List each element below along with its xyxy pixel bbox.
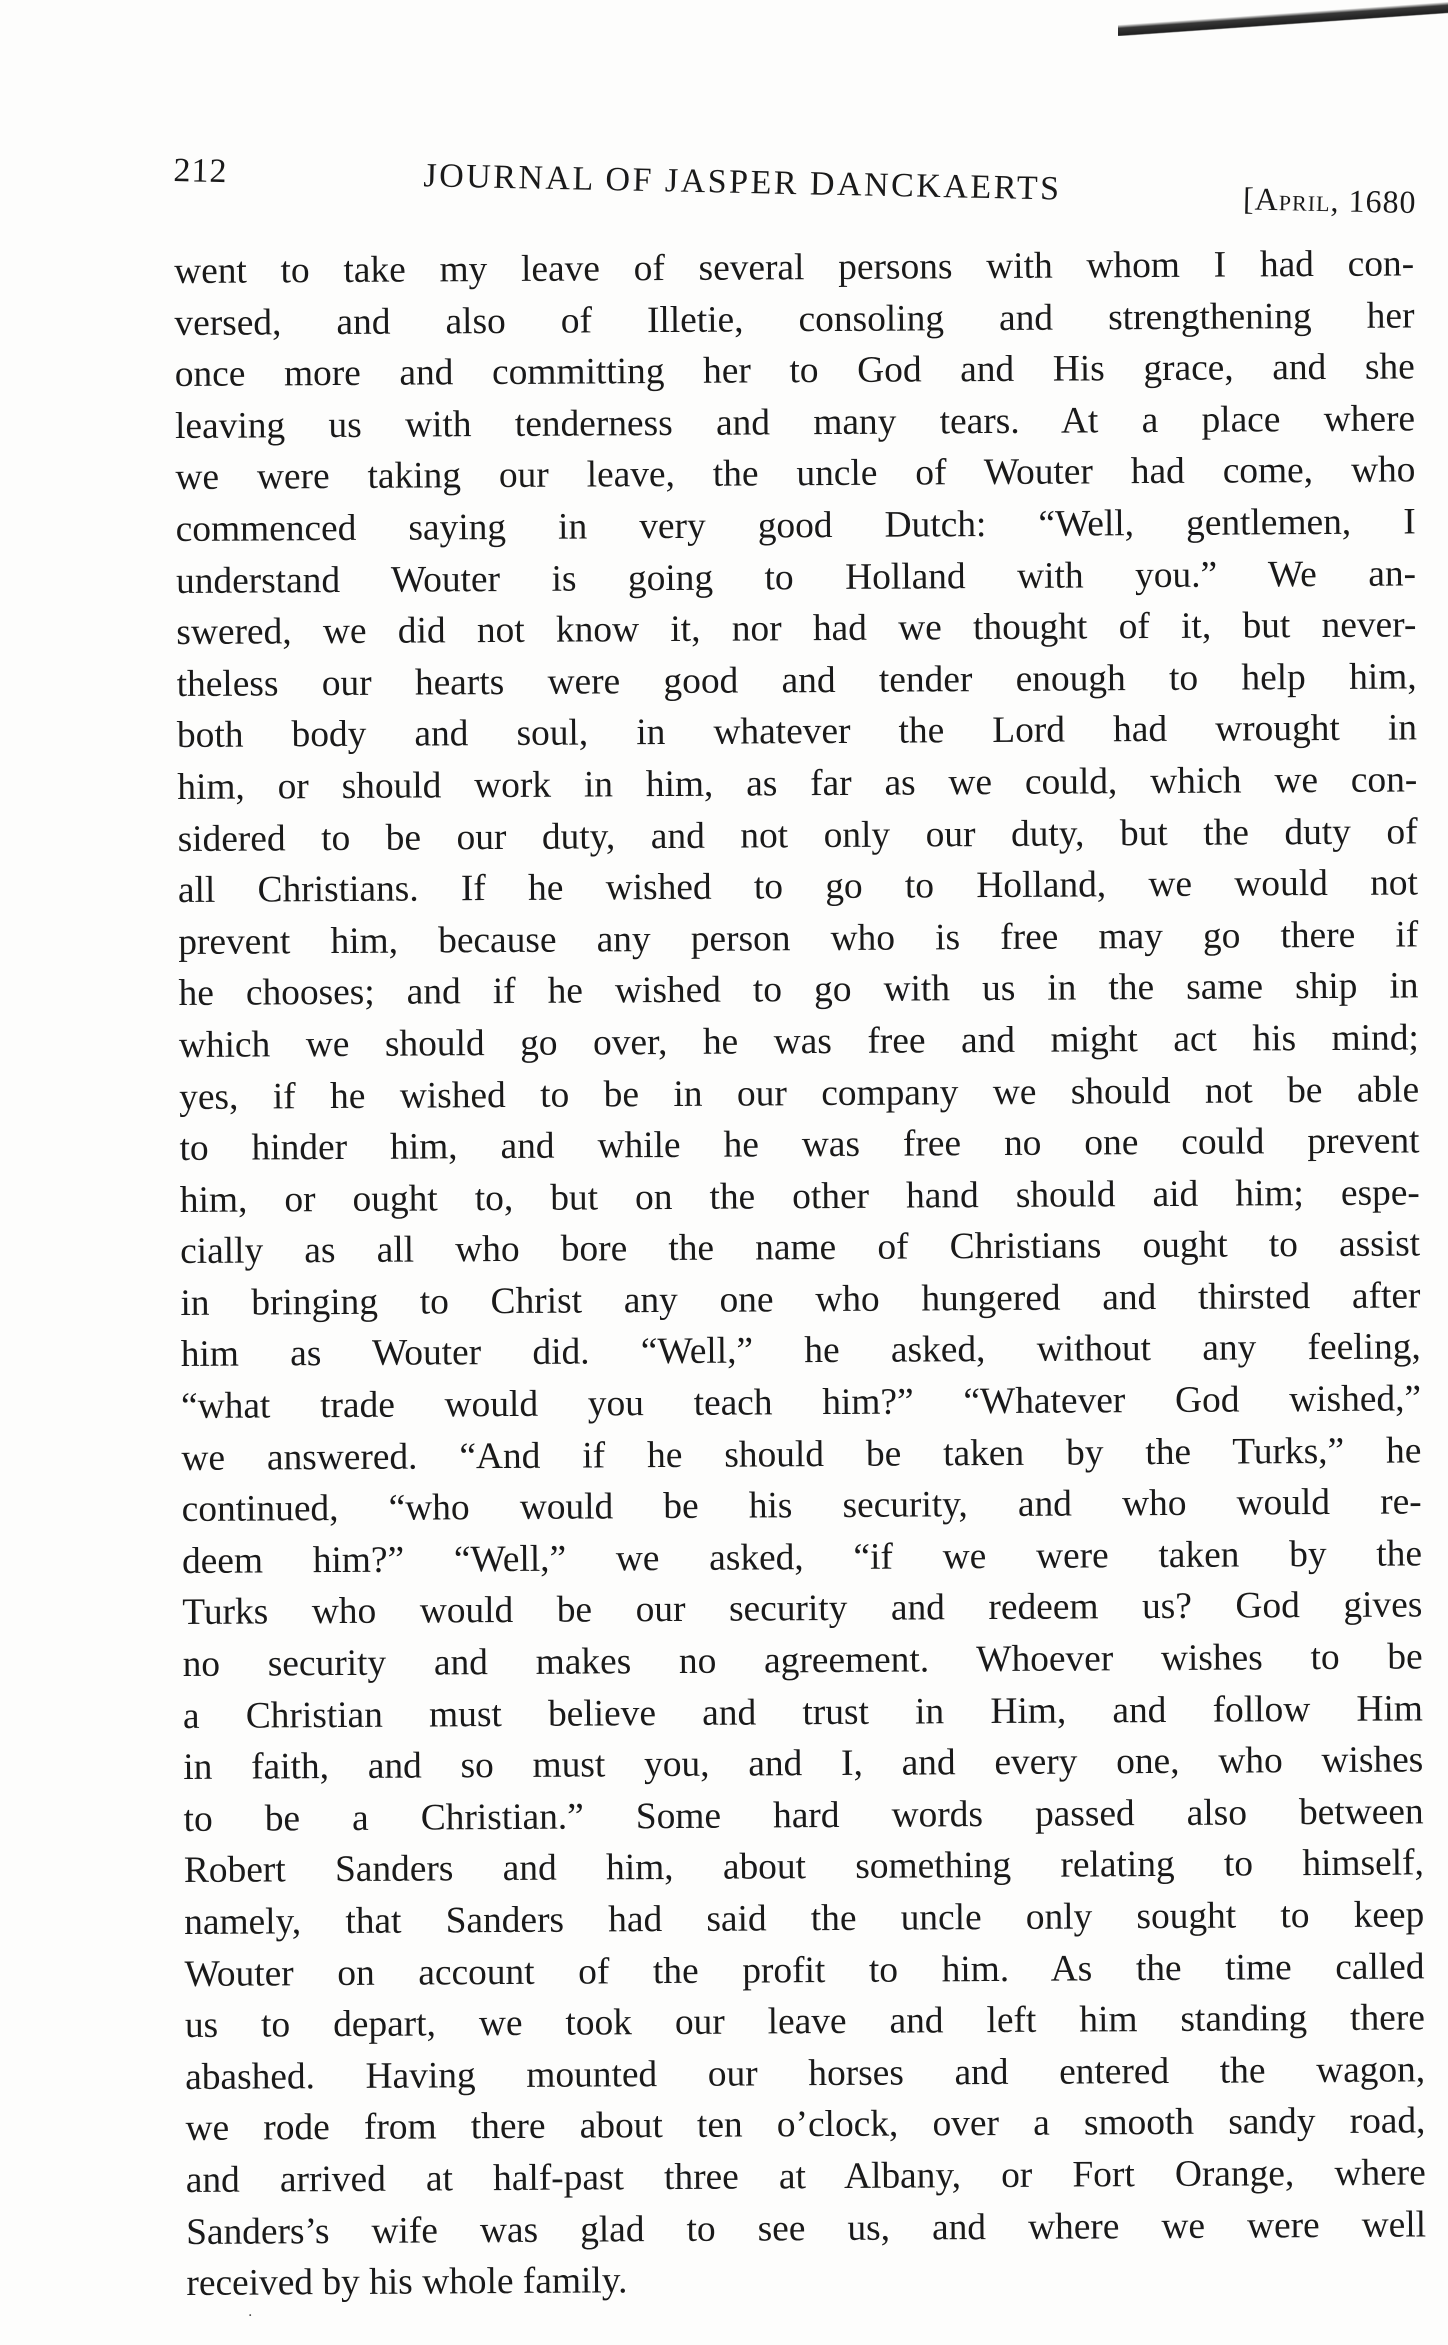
text-line: sidered to be our duty, and not only our duty, but the duty of	[177, 810, 1418, 860]
page-number: 212	[173, 151, 228, 191]
text-line: Wouter on account of the profit to him. As the time called	[184, 1945, 1425, 1995]
text-line: both body and soul, in whatever the Lord had wrought in	[176, 707, 1418, 757]
text-line: to hinder him, and while he was free no one could prevent	[179, 1120, 1420, 1170]
text-line: us to depart, we took our leave and left him standing there	[184, 1997, 1425, 2047]
text-line: yes, if he wished to be in our company we should not be able	[179, 1068, 1420, 1118]
text-line: swered, we did not know it, nor had we thought of it, but never-	[176, 604, 1417, 654]
text-line: we answered. “And if he should be taken by the Turks,” he	[181, 1430, 1422, 1479]
text-line: leaving us with tenderness and many tears. At a place where	[174, 398, 1416, 447]
text-line: prevent him, because any person who is free may go there if	[178, 914, 1419, 963]
text-line: a Christian must believe and trust in Him, and follow Him	[182, 1688, 1424, 1737]
text-line: in bringing to Christ any one who hungered and thirsted after	[180, 1275, 1421, 1324]
text-line: namely, that Sanders had said the uncle only sought to keep	[184, 1894, 1425, 1943]
text-line: versed, and also of Illetie, consoling and strengthening her	[174, 295, 1415, 344]
text-line: “what trade would you teach him?” “Whatever God wished,”	[180, 1378, 1422, 1428]
text-line: him, or ought to, but on the other hand should aid him; espe-	[179, 1172, 1420, 1221]
text-line: him, or should work in him, as far as we could, which we con-	[177, 759, 1418, 808]
text-line: cially as all who bore the name of Christians ought to assist	[180, 1223, 1421, 1273]
text-line: all Christians. If he wished to go to Holland, we would not	[177, 862, 1419, 912]
text-line: him as Wouter did. “Well,” he asked, without any feeling,	[180, 1326, 1421, 1376]
text-line: once more and committing her to God and His grace, and she	[174, 346, 1415, 396]
text-line: theless our hearts were good and tender enough to help him,	[176, 656, 1417, 705]
text-line: Sanders’s wife was glad to see us, and where we were well	[186, 2203, 1427, 2253]
text-line: and arrived at half-past three at Albany, or Fort Orange, where	[185, 2152, 1426, 2201]
text-line: understand Wouter is going to Holland with you.” We an-	[175, 552, 1417, 602]
text-line: Robert Sanders and him, about something relating to himself,	[183, 1842, 1425, 1892]
text-line: Turks who would be our security and redeem us? God gives	[182, 1584, 1423, 1634]
text-line: deem him?” “Well,” we asked, “if we were taken by the	[181, 1533, 1423, 1582]
text-line: commenced saying in very good Dutch: “Well, gentlemen, I	[175, 501, 1416, 550]
running-title: JOURNAL OF JASPER DANCKAERTS	[423, 157, 1062, 208]
text-line: in faith, and so must you, and I, and every one, who wishes	[183, 1739, 1424, 1789]
text-line: we were taking our leave, the uncle of Wouter had come, who	[175, 449, 1416, 499]
scan-corner-shadow	[1118, 0, 1448, 36]
text-line: went to take my leave of several persons with whom I had con-	[174, 243, 1415, 292]
text-line: to be a Christian.” Some hard words passed also between	[183, 1791, 1424, 1840]
body-text	[174, 238, 1427, 2309]
text-line-last: received by his whole family.	[186, 2260, 628, 2305]
text-line: abashed. Having mounted our horses and entered the wagon,	[185, 2049, 1426, 2098]
text-line: which we should go over, he was free and might act his mind;	[178, 1017, 1419, 1066]
stray-mark: ·	[248, 2308, 253, 2324]
text-line: continued, “who would be his security, and who would re-	[181, 1481, 1422, 1531]
running-date: [April, 1680	[1242, 180, 1417, 221]
text-line: he chooses; and if he wished to go with us in the same ship in	[178, 965, 1419, 1015]
text-line: no security and makes no agreement. Whoever wishes to be	[182, 1636, 1423, 1686]
text-line: we rode from there about ten o’clock, over a smooth sandy road,	[185, 2100, 1426, 2150]
